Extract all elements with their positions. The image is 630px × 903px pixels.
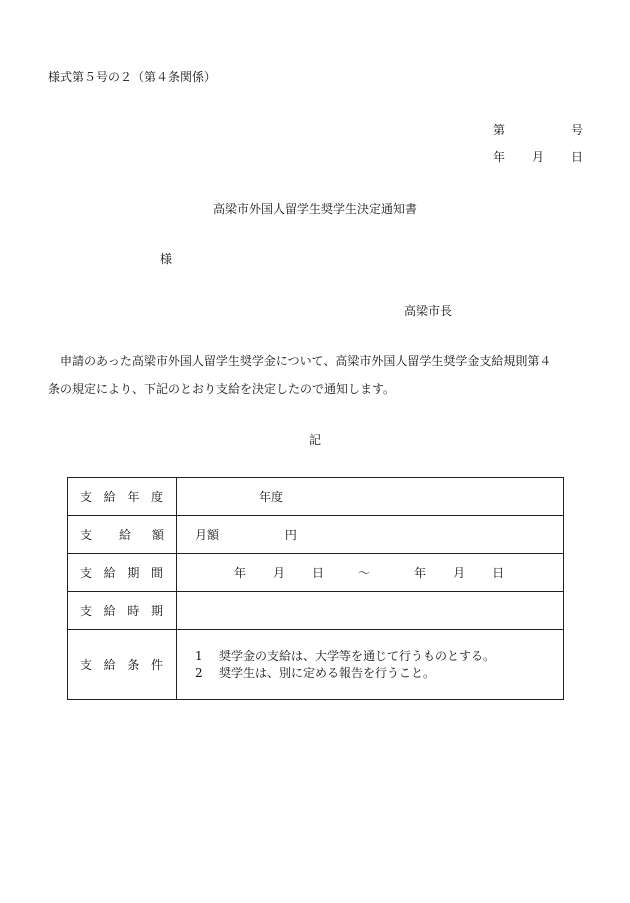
condition-item-1: 1 奨学金の支給は、大学等を通じて行うものとする。 — [195, 648, 496, 663]
date-month: 月 — [531, 150, 544, 164]
label-amount: 支 給 額 — [68, 516, 177, 554]
body-text-line-1: 申請のあった高梁市外国人留学生奨学金について、高梁市外国人留学生奨学金支給規則第４ — [60, 354, 552, 368]
label-conditions: 支 給 条 件 — [68, 630, 177, 700]
period-end-year: 年 — [414, 566, 427, 580]
period-end-day: 日 — [492, 566, 505, 580]
value-amount — [177, 516, 564, 554]
condition-item-2: 2 奨学生は、別に定める報告を行うこと。 — [195, 665, 436, 680]
document-number — [493, 121, 583, 138]
label-fiscal-year: 支 給 年 度 — [68, 478, 177, 516]
document-title: 高梁市外国人留学生奨学生決定通知書 — [212, 202, 417, 216]
body-text-line-2: 条の規定により、下記のとおり支給を決定したので通知します。 — [48, 382, 396, 396]
sender-name: 高梁市長 — [404, 304, 453, 318]
number-suffix: 号 — [570, 123, 583, 137]
amount-suffix: 円 — [284, 528, 297, 542]
fiscal-year-unit: 年度 — [259, 490, 284, 504]
amount-prefix: 月額 — [195, 528, 220, 542]
value-period — [177, 554, 564, 592]
table-row-amount — [68, 516, 564, 554]
table-row-period — [68, 554, 564, 592]
label-timing: 支 給 時 期 — [68, 592, 177, 630]
value-fiscal-year — [177, 478, 564, 516]
value-conditions — [177, 630, 564, 700]
table-row-timing — [68, 592, 564, 630]
period-end-month: 月 — [453, 566, 466, 580]
label-period: 支 給 期 間 — [68, 554, 177, 592]
value-timing — [177, 592, 564, 630]
details-table — [67, 477, 564, 700]
table-row-conditions — [68, 630, 564, 700]
addressee-honorific: 様 — [160, 252, 173, 266]
period-start-month: 月 — [273, 566, 286, 580]
period-tilde: ～ — [358, 566, 371, 580]
table-row-year — [68, 478, 564, 516]
form-identifier: 様式第５号の２（第４条関係） — [48, 70, 217, 84]
date-day: 日 — [570, 150, 583, 164]
document-date — [493, 148, 583, 165]
period-start-day: 日 — [312, 566, 325, 580]
date-year: 年 — [493, 150, 506, 164]
ki-heading: 記 — [308, 433, 321, 447]
number-prefix: 第 — [493, 123, 506, 137]
period-start-year: 年 — [234, 566, 247, 580]
